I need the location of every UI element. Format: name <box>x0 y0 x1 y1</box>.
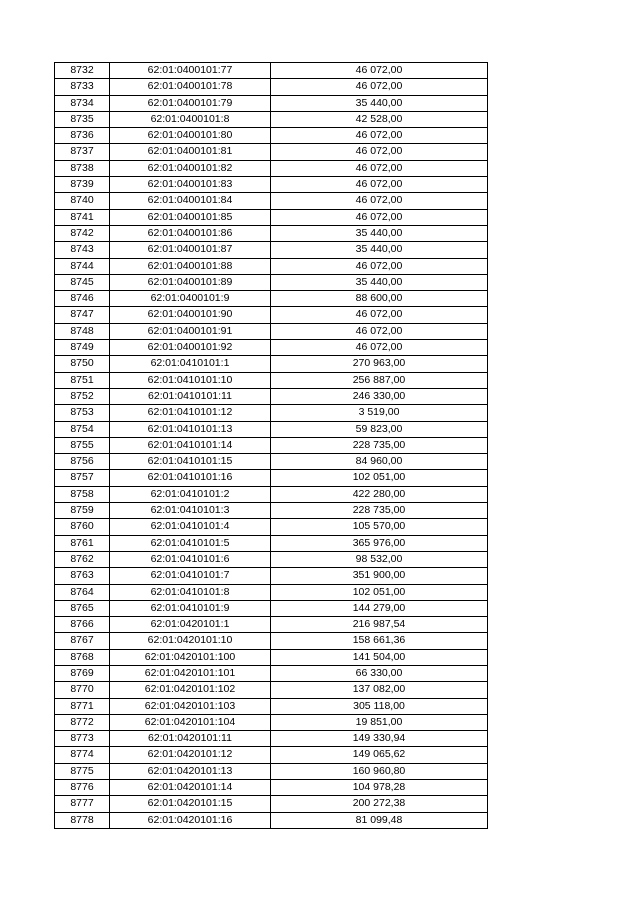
table-row <box>55 160 488 176</box>
row-number-cell: 8761 <box>55 535 110 551</box>
row-number-cell: 8749 <box>55 340 110 356</box>
cadastral-number-cell: 62:01:0410101:1 <box>110 356 271 372</box>
cadastral-value-cell: 105 570,00 <box>271 519 488 535</box>
cadastral-value-cell: 98 532,00 <box>271 551 488 567</box>
table-row <box>55 63 488 79</box>
row-number-cell: 8746 <box>55 291 110 307</box>
table-row <box>55 128 488 144</box>
row-number-cell: 8760 <box>55 519 110 535</box>
cadastral-value-cell: 351 900,00 <box>271 568 488 584</box>
cadastral-value-cell: 46 072,00 <box>271 258 488 274</box>
table-row <box>55 698 488 714</box>
cadastral-number-cell: 62:01:0420101:104 <box>110 714 271 730</box>
row-number-cell: 8762 <box>55 551 110 567</box>
cadastral-value-cell: 270 963,00 <box>271 356 488 372</box>
row-number-cell: 8738 <box>55 160 110 176</box>
cadastral-value-cell: 104 978,28 <box>271 780 488 796</box>
cadastral-value-cell: 46 072,00 <box>271 323 488 339</box>
cadastral-number-cell: 62:01:0400101:79 <box>110 95 271 111</box>
cadastral-number-cell: 62:01:0400101:88 <box>110 258 271 274</box>
table-row <box>55 323 488 339</box>
table-row <box>55 747 488 763</box>
cadastral-number-cell: 62:01:0400101:86 <box>110 225 271 241</box>
table-row <box>55 763 488 779</box>
cadastral-value-cell: 46 072,00 <box>271 144 488 160</box>
row-number-cell: 8758 <box>55 486 110 502</box>
table-row <box>55 535 488 551</box>
row-number-cell: 8757 <box>55 470 110 486</box>
row-number-cell: 8767 <box>55 633 110 649</box>
cadastral-number-cell: 62:01:0400101:77 <box>110 63 271 79</box>
cadastral-number-cell: 62:01:0420101:12 <box>110 747 271 763</box>
row-number-cell: 8754 <box>55 421 110 437</box>
row-number-cell: 8733 <box>55 79 110 95</box>
cadastral-value-cell: 46 072,00 <box>271 79 488 95</box>
cadastral-value-cell: 42 528,00 <box>271 111 488 127</box>
cadastral-number-cell: 62:01:0400101:87 <box>110 242 271 258</box>
cadastral-value-cell: 137 082,00 <box>271 682 488 698</box>
table-row <box>55 714 488 730</box>
row-number-cell: 8764 <box>55 584 110 600</box>
table-row <box>55 79 488 95</box>
row-number-cell: 8741 <box>55 209 110 225</box>
cadastral-number-cell: 62:01:0400101:82 <box>110 160 271 176</box>
cadastral-value-cell: 144 279,00 <box>271 600 488 616</box>
cadastral-number-cell: 62:01:0410101:7 <box>110 568 271 584</box>
row-number-cell: 8772 <box>55 714 110 730</box>
table-row <box>55 665 488 681</box>
row-number-cell: 8748 <box>55 323 110 339</box>
table-row <box>55 812 488 828</box>
cadastral-number-cell: 62:01:0400101:92 <box>110 340 271 356</box>
row-number-cell: 8739 <box>55 177 110 193</box>
cadastral-value-cell: 305 118,00 <box>271 698 488 714</box>
row-number-cell: 8769 <box>55 665 110 681</box>
row-number-cell: 8763 <box>55 568 110 584</box>
table-row <box>55 144 488 160</box>
row-number-cell: 8744 <box>55 258 110 274</box>
row-number-cell: 8737 <box>55 144 110 160</box>
cadastral-number-cell: 62:01:0400101:78 <box>110 79 271 95</box>
cadastral-value-cell: 160 960,80 <box>271 763 488 779</box>
cadastral-number-cell: 62:01:0400101:81 <box>110 144 271 160</box>
cadastral-value-cell: 46 072,00 <box>271 209 488 225</box>
table-row <box>55 258 488 274</box>
table-row <box>55 242 488 258</box>
cadastral-number-cell: 62:01:0410101:10 <box>110 372 271 388</box>
row-number-cell: 8745 <box>55 274 110 290</box>
cadastral-value-cell: 19 851,00 <box>271 714 488 730</box>
table-row <box>55 503 488 519</box>
cadastral-number-cell: 62:01:0420101:16 <box>110 812 271 828</box>
cadastral-number-cell: 62:01:0400101:89 <box>110 274 271 290</box>
table-row <box>55 95 488 111</box>
cadastral-value-cell: 35 440,00 <box>271 95 488 111</box>
table-row <box>55 519 488 535</box>
cadastral-number-cell: 62:01:0410101:9 <box>110 600 271 616</box>
cadastral-value-cell: 35 440,00 <box>271 242 488 258</box>
cadastral-value-cell: 59 823,00 <box>271 421 488 437</box>
row-number-cell: 8773 <box>55 731 110 747</box>
row-number-cell: 8775 <box>55 763 110 779</box>
row-number-cell: 8736 <box>55 128 110 144</box>
row-number-cell: 8766 <box>55 617 110 633</box>
row-number-cell: 8742 <box>55 225 110 241</box>
cadastral-number-cell: 62:01:0410101:14 <box>110 437 271 453</box>
cadastral-value-cell: 46 072,00 <box>271 307 488 323</box>
row-number-cell: 8752 <box>55 388 110 404</box>
row-number-cell: 8756 <box>55 454 110 470</box>
cadastral-value-cell: 46 072,00 <box>271 340 488 356</box>
row-number-cell: 8743 <box>55 242 110 258</box>
cadastral-value-cell: 422 280,00 <box>271 486 488 502</box>
cadastral-value-cell: 256 887,00 <box>271 372 488 388</box>
cadastral-number-cell: 62:01:0400101:85 <box>110 209 271 225</box>
table-row <box>55 454 488 470</box>
table-row <box>55 307 488 323</box>
cadastral-number-cell: 62:01:0410101:3 <box>110 503 271 519</box>
table-row <box>55 340 488 356</box>
row-number-cell: 8778 <box>55 812 110 828</box>
table-row <box>55 177 488 193</box>
row-number-cell: 8751 <box>55 372 110 388</box>
cadastral-number-cell: 62:01:0420101:1 <box>110 617 271 633</box>
table-row <box>55 225 488 241</box>
cadastral-value-cell: 149 065,62 <box>271 747 488 763</box>
row-number-cell: 8734 <box>55 95 110 111</box>
cadastral-number-cell: 62:01:0410101:8 <box>110 584 271 600</box>
cadastral-value-cell: 66 330,00 <box>271 665 488 681</box>
cadastral-number-cell: 62:01:0410101:4 <box>110 519 271 535</box>
cadastral-value-cell: 35 440,00 <box>271 274 488 290</box>
table-row <box>55 551 488 567</box>
table-row <box>55 600 488 616</box>
table-row <box>55 780 488 796</box>
table-row <box>55 405 488 421</box>
cadastral-number-cell: 62:01:0410101:12 <box>110 405 271 421</box>
table-body <box>55 63 488 829</box>
row-number-cell: 8759 <box>55 503 110 519</box>
cadastral-value-cell: 88 600,00 <box>271 291 488 307</box>
cadastral-value-table <box>54 62 488 829</box>
table-row <box>55 209 488 225</box>
table-row <box>55 356 488 372</box>
cadastral-value-cell: 46 072,00 <box>271 128 488 144</box>
table-row <box>55 111 488 127</box>
cadastral-number-cell: 62:01:0420101:103 <box>110 698 271 714</box>
row-number-cell: 8750 <box>55 356 110 372</box>
table-row <box>55 388 488 404</box>
cadastral-value-cell: 228 735,00 <box>271 437 488 453</box>
table-row <box>55 633 488 649</box>
cadastral-number-cell: 62:01:0410101:2 <box>110 486 271 502</box>
cadastral-value-cell: 141 504,00 <box>271 649 488 665</box>
cadastral-number-cell: 62:01:0420101:15 <box>110 796 271 812</box>
cadastral-value-cell: 365 976,00 <box>271 535 488 551</box>
table-row <box>55 274 488 290</box>
cadastral-value-cell: 158 661,36 <box>271 633 488 649</box>
table-row <box>55 486 488 502</box>
cadastral-value-cell: 46 072,00 <box>271 177 488 193</box>
cadastral-value-cell: 216 987,54 <box>271 617 488 633</box>
cadastral-value-cell: 200 272,38 <box>271 796 488 812</box>
row-number-cell: 8768 <box>55 649 110 665</box>
cadastral-number-cell: 62:01:0410101:5 <box>110 535 271 551</box>
cadastral-value-cell: 3 519,00 <box>271 405 488 421</box>
row-number-cell: 8740 <box>55 193 110 209</box>
table-row <box>55 796 488 812</box>
cadastral-number-cell: 62:01:0410101:15 <box>110 454 271 470</box>
cadastral-value-cell: 228 735,00 <box>271 503 488 519</box>
table-row <box>55 470 488 486</box>
cadastral-value-cell: 46 072,00 <box>271 193 488 209</box>
table-row <box>55 568 488 584</box>
cadastral-number-cell: 62:01:0410101:16 <box>110 470 271 486</box>
cadastral-number-cell: 62:01:0410101:11 <box>110 388 271 404</box>
cadastral-value-cell: 84 960,00 <box>271 454 488 470</box>
cadastral-number-cell: 62:01:0400101:8 <box>110 111 271 127</box>
cadastral-number-cell: 62:01:0420101:102 <box>110 682 271 698</box>
table-row <box>55 291 488 307</box>
cadastral-value-cell: 46 072,00 <box>271 63 488 79</box>
cadastral-number-cell: 62:01:0410101:13 <box>110 421 271 437</box>
table-row <box>55 437 488 453</box>
table-row <box>55 372 488 388</box>
row-number-cell: 8732 <box>55 63 110 79</box>
cadastral-number-cell: 62:01:0420101:11 <box>110 731 271 747</box>
row-number-cell: 8771 <box>55 698 110 714</box>
cadastral-number-cell: 62:01:0400101:91 <box>110 323 271 339</box>
table-row <box>55 193 488 209</box>
table-row <box>55 584 488 600</box>
row-number-cell: 8777 <box>55 796 110 812</box>
row-number-cell: 8765 <box>55 600 110 616</box>
cadastral-value-cell: 246 330,00 <box>271 388 488 404</box>
cadastral-value-cell: 35 440,00 <box>271 225 488 241</box>
cadastral-number-cell: 62:01:0420101:13 <box>110 763 271 779</box>
cadastral-number-cell: 62:01:0400101:80 <box>110 128 271 144</box>
cadastral-number-cell: 62:01:0400101:83 <box>110 177 271 193</box>
row-number-cell: 8735 <box>55 111 110 127</box>
cadastral-number-cell: 62:01:0420101:10 <box>110 633 271 649</box>
table-row <box>55 731 488 747</box>
table-row <box>55 421 488 437</box>
row-number-cell: 8770 <box>55 682 110 698</box>
row-number-cell: 8753 <box>55 405 110 421</box>
cadastral-number-cell: 62:01:0400101:90 <box>110 307 271 323</box>
cadastral-number-cell: 62:01:0420101:101 <box>110 665 271 681</box>
cadastral-number-cell: 62:01:0420101:14 <box>110 780 271 796</box>
cadastral-number-cell: 62:01:0420101:100 <box>110 649 271 665</box>
table-row <box>55 682 488 698</box>
row-number-cell: 8774 <box>55 747 110 763</box>
cadastral-number-cell: 62:01:0410101:6 <box>110 551 271 567</box>
cadastral-number-cell: 62:01:0400101:84 <box>110 193 271 209</box>
cadastral-number-cell: 62:01:0400101:9 <box>110 291 271 307</box>
cadastral-value-cell: 102 051,00 <box>271 470 488 486</box>
cadastral-value-cell: 102 051,00 <box>271 584 488 600</box>
table-row <box>55 649 488 665</box>
cadastral-value-cell: 149 330,94 <box>271 731 488 747</box>
table-row <box>55 617 488 633</box>
row-number-cell: 8755 <box>55 437 110 453</box>
row-number-cell: 8747 <box>55 307 110 323</box>
cadastral-value-cell: 46 072,00 <box>271 160 488 176</box>
row-number-cell: 8776 <box>55 780 110 796</box>
cadastral-value-cell: 81 099,48 <box>271 812 488 828</box>
